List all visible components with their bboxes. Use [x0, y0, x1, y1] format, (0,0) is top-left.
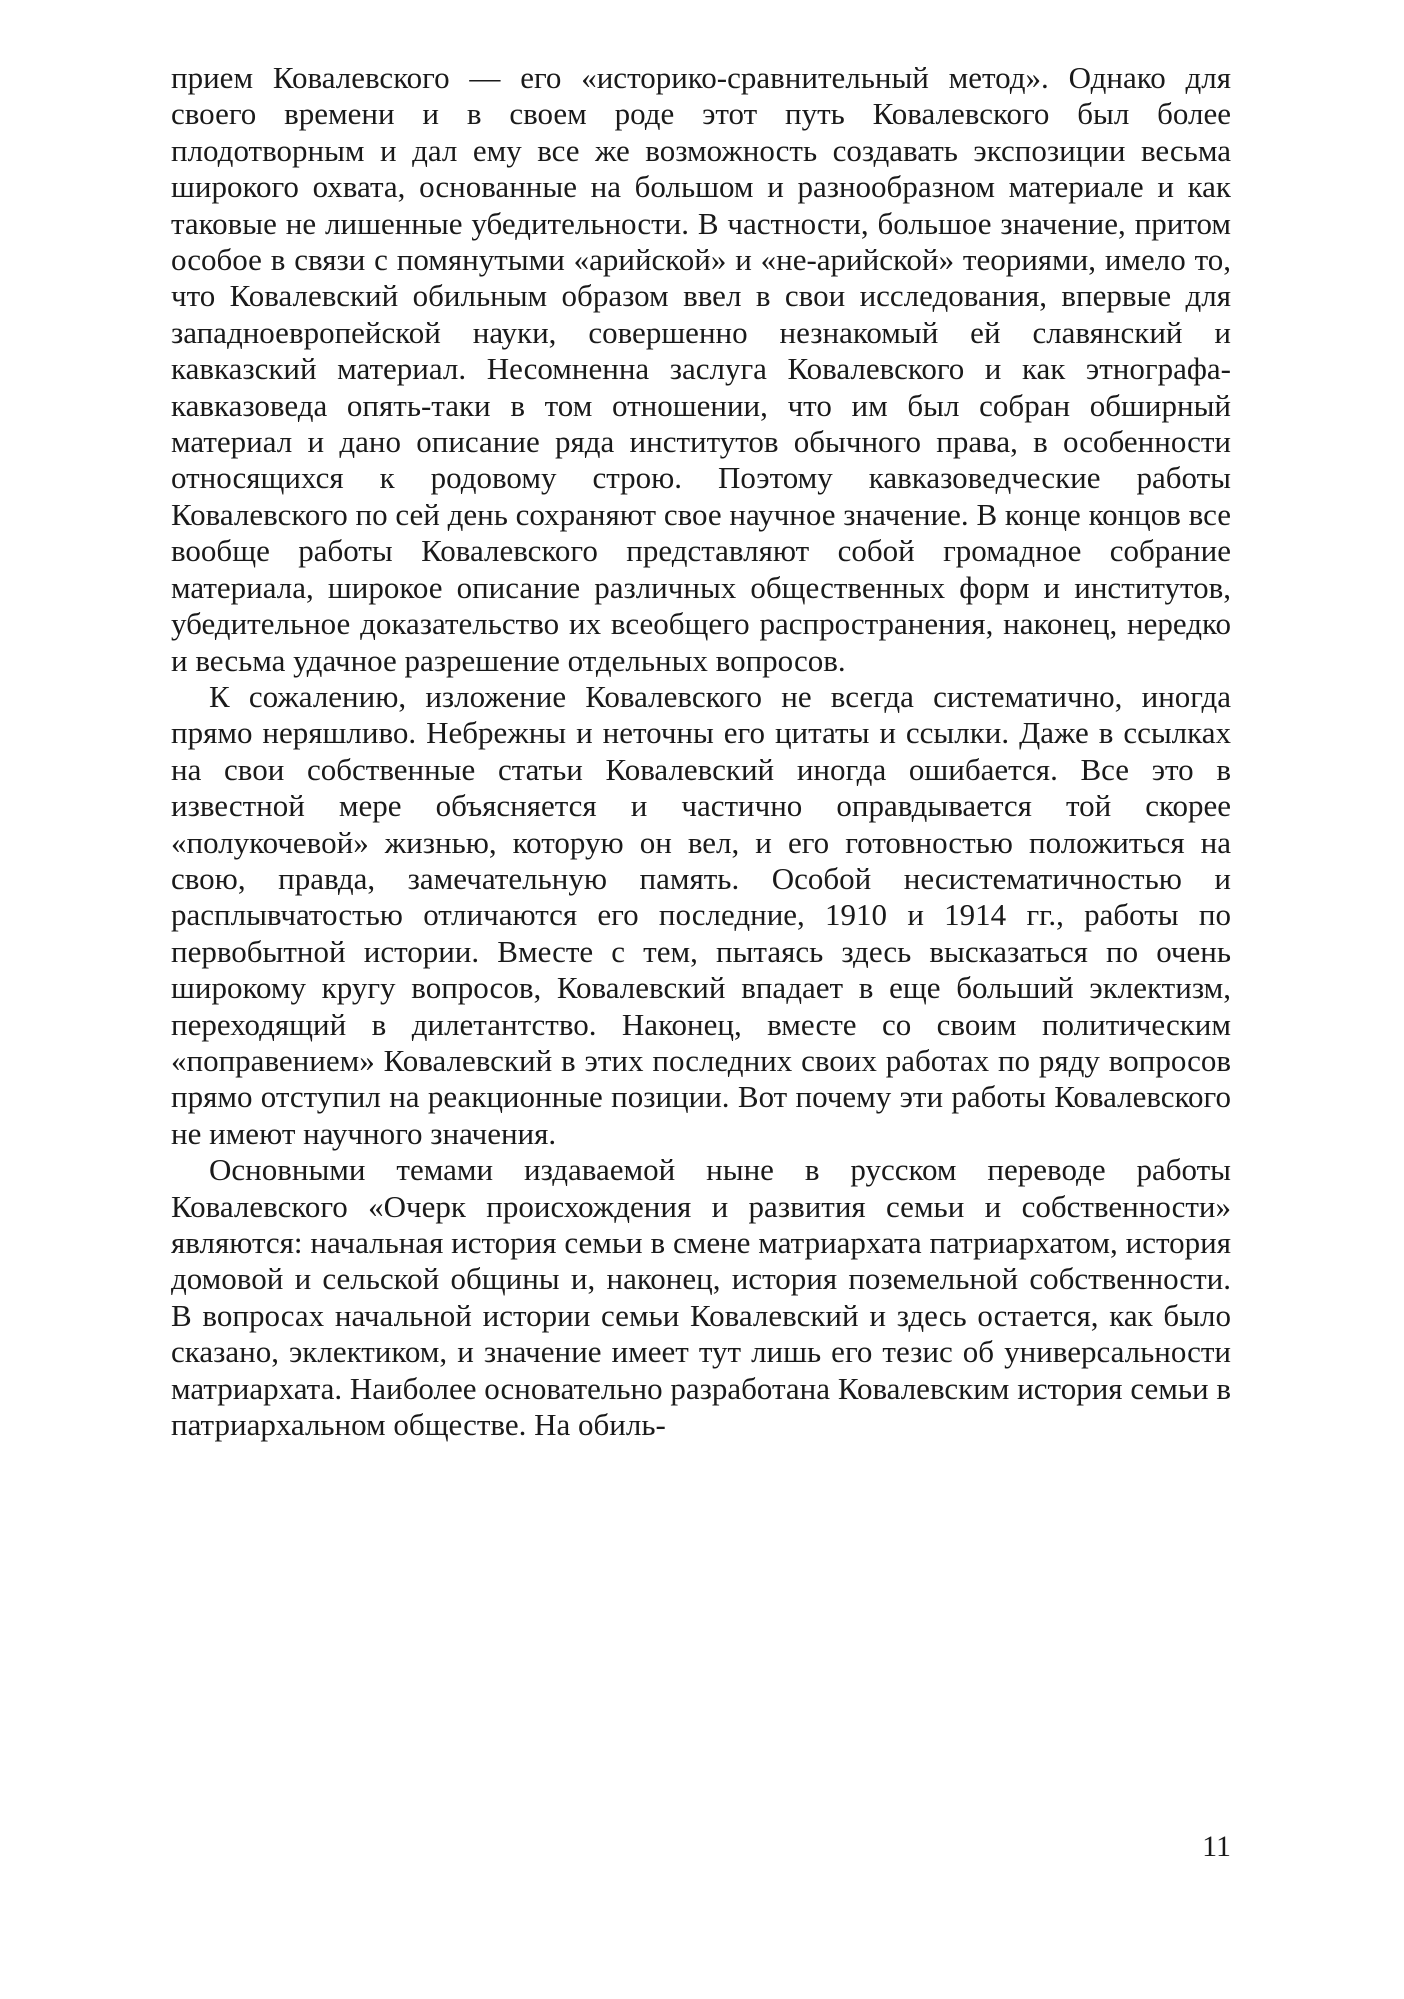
body-text	[171, 60, 1231, 1443]
page-number: 11	[1202, 1830, 1231, 1863]
paragraph-2: К сожалению, изложение Ковалевского не всегда систематично, иногда прямо неряшливо. Небрежны и неточны его цитаты и ссылки. Даже в ссылках на свои собственные статьи Ковалевский иногда ошибается. Все это в известной мере объясняется и частично оправдывается той скорее «полукочевой» жизнью, которую он вел, и его готовностью положиться на свою, правда, замечательную память. Особой несистематичностью и расплывчатостью отличаются его последние, 1910 и 1914 гг., работы по первобытной истории. Вместе с тем, пытаясь здесь высказаться по очень широкому кругу вопросов, Ковалевский впадает в еще больший эклектизм, переходящий в дилетантство. Наконец, вместе со своим политическим «поправением» Ковалевский в этих последних своих работах по ряду вопросов прямо отступил на реакционные позиции. Вот почему эти работы Ковалевского не имеют научного значения.	[171, 678, 1231, 1151]
paragraph-1: прием Ковалевского — его «историко-сравнительный метод». Однако для своего времени и в своем роде этот путь Ковалевского был более плодотворным и дал ему все же возможность создавать экспозиции весьма широкого охвата, основанные на большом и разнообразном материале и как таковые не лишенные убедительности. В частности, большое значение, притом особое в связи с помянутыми «арийской» и «не-арийской» теориями, имело то, что Ковалевский обильным образом ввел в свои исследования, впервые для западноевропейской науки, совершенно незнакомый ей славянский и кавказский материал. Несомненна заслуга Ковалевского и как этнографа-кавказоведа опять-таки в том отношении, что им был собран обширный материал и дано описание ряда институтов обычного права, в особенности относящихся к родовому строю. Поэтому кавказоведческие работы Ковалевского по сей день сохраняют свое научное значение. В конце концов все вообще работы Ковалевского представляют собой громадное собрание материала, широкое описание различных общественных форм и институтов, убедительное доказательство их всеобщего распространения, наконец, нередко и весьма удачное разрешение отдельных вопросов.	[171, 60, 1231, 678]
paragraph-3: Основными темами издаваемой ныне в русском переводе работы Ковалевского «Очерк происхождения и развития семьи и собственности» являются: начальная история семьи в смене матриархата патриархатом, история домовой и сельской общины и, наконец, история поземельной собственности. В вопросах начальной истории семьи Ковалевский и здесь остается, как было сказано, эклектиком, и значение имеет тут лишь его тезис об универсальности матриархата. Наиболее основательно разработана Ковалевским история семьи в патриархальном обществе. На обиль-	[171, 1152, 1231, 1443]
